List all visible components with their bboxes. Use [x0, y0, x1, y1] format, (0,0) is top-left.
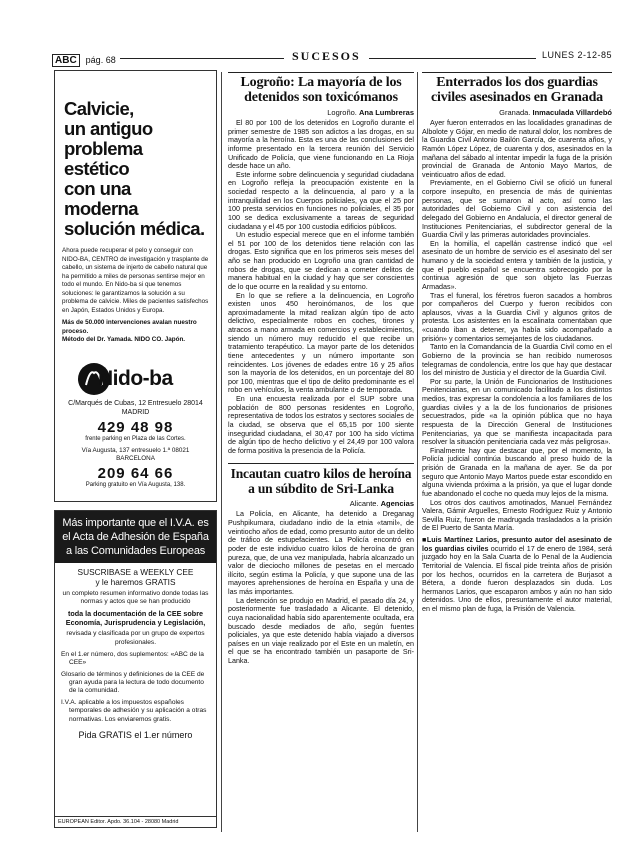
middle-column [228, 72, 414, 666]
ad-headline-line: con una moderna [64, 178, 138, 219]
article-paragraph: La Policía, en Alicante, ha detenido a Dreganag Pushpikumara, ciudadano indio de la etnia «tamil», de veintiocho años de edad, como presunto autor de un delito de tráfico de estupefacientes. La Policía encontró en poder de este individuo cuatro kilos de heroína de gran pureza, que, de una vez manipulada, habría alcanzado un valor de dieciocho millones de pesetas en el mercado ilícito, según estima la Policía, y que supone una de las mayores aprehensiones de heroína en España y una de las más importantes. [228, 510, 414, 596]
article-paragraph: Ayer fueron enterrados en las localidades granadinas de Albolote y Gójar, en medio de natural dolor, los nombres de la Guardia Civil Antonio Bailón García, de cuarenta años, y Ramón López López, de cuarenta y dos, asesinados en la mañana del sábado al intentar impedir la fuga de la prisión provincial de Granada de Antonio Mayo Martos, de veinticuatro años de edad. [422, 119, 612, 179]
byline-place: Granada. [499, 108, 531, 117]
article-paragraph: Tras el funeral, los féretros fueron sacados a hombros por compañeros del Cuerpo y fueron recibidos con aplausos, vivas a la Guardia Civil y algunos gritos de protesta. Los asistentes en la escalinata comentaban que «cuando iban a detener, ya había sido acompañado a prisión» y comentarios semejantes de los ciudadanos. [422, 291, 612, 343]
headline-rule [228, 463, 414, 464]
barcelona-address: Vía Augusta, 137 entresuelo 1.ª 08021 BARCELONA [81, 447, 190, 462]
cee-bold-text: toda la documentación de la CEE sobre Economía, Jurisprudencia y Legislación, [65, 609, 206, 628]
ad-headline [64, 99, 209, 239]
madrid-address: C/Marqués de Cubas, 12 Entresuelo 28014 MADRID [68, 399, 203, 416]
column-divider [417, 72, 418, 832]
cee-footer: EUROPEAN Editor. Apdo. 36.104 - 28080 Madrid [55, 816, 216, 827]
article-headline: Incautan cuatro kilos de heroína a un súbdito de Sri-Lanka [230, 466, 412, 497]
barcelona-note: Parking gratuito en Vía Augusta, 138. [85, 482, 186, 488]
brand-name: Nido-ba [98, 366, 173, 390]
ad-headline-line: Calvicie, [64, 98, 134, 119]
cee-free-offer: Pida GRATIS el 1.er número [78, 730, 193, 741]
page-header [52, 50, 612, 66]
cee-subscribe: SUSCRIBASE a WEEKLY CEE [77, 567, 194, 577]
barcelona-phone: 209 64 66 [97, 465, 174, 482]
article-body [228, 510, 414, 665]
article-paragraph: Previamente, en el Gobierno Civil se ofició un funeral corpore insepulto, en presencia de más de quinientas personas, que se sumaron al acto, así como las autoridades del Gobierno Civil y con asistencia del delegado del Gobierno en Andalucía, el director general de Instituciones Penitenciarias, el subdirector general de la Guardia Civil y las primeras autoridades provinciales. [422, 179, 612, 240]
brief-lead: Luis Martínez Larios, presunto autor del asesinato de los guardias civiles [422, 536, 612, 553]
ad-headline-line: problema estético [64, 138, 143, 179]
article-paragraph: En lo que se refiere a la delincuencia, en Logroño existen unos 450 heroinómanos, de los que aproximadamente la mitad realizan algún tipo de acto delictivo, especialmente robos en coches, tirones y atracos a mano armada en comercios y establecimientos, siendo un número muy reducido el que recibe un tratamiento terapéutico. La mayor parte de los detenidos tiene antecedentes y un número importante son reincidentes. Los jóvenes de edades entre 16 y 25 años son la mayoría de los detenidos, en un porcentaje del 80 por 100, mientras que el tipo de delito predominante es el robo en vehículos, la venta ambulante o de temporada. [228, 291, 414, 395]
nido-ba-logo [76, 361, 209, 397]
page-number: pág. 68 [85, 55, 116, 65]
ad-bold-line: Más de 50.000 intervenciones avalan nuestro proceso. [62, 319, 197, 335]
list-item: I.V.A. aplicable a los impuestos españoles temporales de adhesión y su aplicación a otras normativas. Los enviaremos gratis. [61, 698, 207, 723]
section-title: SUCESOS [284, 49, 369, 64]
clinic-advertisement [54, 70, 217, 502]
cee-list [61, 651, 210, 724]
cee-banner: Más importante que el I.V.A. es el Acta de Adhesión de España a las Comunidades Europeas [55, 511, 216, 563]
article-brief [422, 536, 612, 614]
article-body [422, 119, 612, 614]
list-item: En el 1.er número, dos suplementos: «ABC de la CEE» [61, 650, 204, 667]
ad-body-text: Ahora puede recuperar el pelo y conseguir con NIDO-BA, CENTRO de investigación y trasplante de cabello, un sistema de injerto de cabello natural que ha permitido a miles de personas sentirse mejor en todo el mundo. En Nido-ba si que tenemos soluciones: le garantizamos la solución a su problema de calvicie. Miles de pacientes satisfechos en Japón, Estados Unidos y Europa. [62, 247, 209, 314]
ad-headline-line: un antiguo [64, 118, 153, 139]
article-paragraph: Por su parte, la Unión de Funcionarios de Instituciones Penitenciarias, en un comunicado facilitado a los distintos medios, tras expresar la condolencia a los familiares de los guardias civiles y a la de los funcionarios de prisiones secuestrados, pide «a la opinión pública que no haya respuesta de la Dirección General de Instituciones Penitenciarias, ya que se manifiesta incapacitada para resolver la situación penitenciaria cada vez más peligrosa». [422, 377, 612, 447]
header-left [52, 50, 120, 65]
article-paragraph: El 80 por 100 de los detenidos en Logroño durante el primer semestre de 1985 son adictos a las drogas, en su mayoría a la heroína. Esta es una de las conclusiones del informe presentado en la tercera reunión del Servicio Unificado de Policía, que viene funcionando en La Rioja desde hace un año. [228, 119, 414, 171]
ad-bold-line: Método del Dr. Yamada. NIDO CO. Japón. [62, 336, 186, 343]
article-byline [228, 108, 414, 117]
right-column [422, 72, 612, 614]
cee-text: revisada y clasificada por un grupo de expertos profesionales. [66, 630, 205, 646]
headline-rule [228, 72, 414, 73]
byline-place: Logroño. [327, 108, 357, 117]
article-paragraph: La detención se produjo en Madrid, el pasado día 24, y posteriormente fue trasladado a Alicante. El detenido, cuya nacionalidad había sido aparentemente ocultada, era buscado desde mediados de año, según fuentes policiales, ya que este detenido había viajado a diversos países en un viaje realizado por el Este en un maletín, en el que se ha encontrado también un pasaporte de Sri-Lanka. [228, 596, 414, 665]
list-item: Glosario de términos y definiciones de la CEE de gran ayuda para la lectura de todo documento de la comunidad. [61, 670, 205, 695]
byline-place: Alicante. [349, 499, 379, 509]
article-paragraph: Un estudio especial merece que en el informe también el 51 por 100 de los detenidos tiene relación con las drogas. Esto significa que en los primeros seis meses del año se han producido en Logroño una gran cantidad de robos de drogas, que se dedican a cometer delitos de manera habitual en la ciudad y hay que ser conscientes de lo que ocurre en la realidad y su entorno. [228, 231, 414, 291]
article-byline [422, 108, 612, 117]
brief-text: ocurrido el 17 de enero de 1984, será juzgado hoy en la Sala Cuarta de lo Penal de la Audiencia Territorial de Valencia. El fiscal pide treinta años de prisión por los hechos, ocurridos en la carretera de Burjasot a Bétera, a donde fueron desplazados sin duda. Los hermanos Larios, que escaparon ambos y aún no han sido detenidos. Uno de ellos, presuntamente el autor material, en el mismo plan de fuga, la Prisión de Valencia. [422, 544, 613, 613]
byline-author: Inmaculada Villardebó [532, 108, 612, 117]
article-paragraph: En una encuesta realizada por el SUP sobre una población de 800 personas residentes en Logroño, representativa de todos los estratos y sectores sociales de la ciudad, se observa que el 65,15 por 100 siente inseguridad ciudadana, el 30,47 por 100 ha sido víctima de algún tipo de hecho delictivo y el 24,49 por 100 valora de forma positiva la presencia de la Policía. [228, 395, 414, 455]
article-paragraph: Finalmente hay que destacar que, por el momento, la Policía judicial continúa buscando al preso huido de la prisión de Granada en la mañana de ayer. Se da por seguro que Antonio Mayo Martos puede estar escondido en alguna vivienda próxima a la prisión, ya que el lugar donde fue abandonado el coche no queda muy lejos de la misma. [422, 446, 612, 498]
byline-author: Agencias [380, 499, 414, 509]
article-headline: Enterrados los dos guardias civiles asesinados en Granada [431, 75, 603, 105]
cee-subscribe-2: y le haremos GRATIS [95, 577, 176, 587]
column-divider [221, 72, 222, 832]
article-body [228, 119, 414, 455]
issue-date: LUNES 2-12-85 [536, 50, 612, 60]
cee-text: un completo resumen informativo donde todas las normas y actos que se han producido [62, 590, 209, 606]
cee-advertisement [54, 510, 217, 828]
ad-headline-line: solución médica. [64, 218, 205, 239]
headline-rule [422, 72, 612, 73]
byline-author: Ana Lumbreras [358, 108, 414, 117]
article-paragraph: Tanto en la Comandancia de la Guardia Civil como en el Gobierno de la provincia se han recibido numerosos telegramas de condolencia, entre los que hay que destacar los del ministro de Justicia y el director de la Guardia Civil. [422, 343, 612, 378]
article-headline: Logroño: La mayoría de los detenidos son toxicómanos [240, 75, 402, 105]
article-paragraph: Los otros dos cautivos amotinados, Manuel Fernández Valera, Gámir Arguelles, Ernesto Rodríguez Ruiz y Antonio Sevilla Ruiz, fueron de madrugada trasladados a la prisión de El Puerto de Santa María. [422, 498, 612, 533]
article-paragraph: En la homilía, el capellán castrense indicó que «el asesinato de un hombre de servicio es el asesinato del ser humano y de la sociedad entera y también de la justicia, y que el pueblo español se encuentra sobrecogido por la continua agresión de que son objeto las Fuerzas Armadas». [422, 239, 612, 291]
abc-logo: ABC [52, 54, 80, 67]
madrid-phone: 429 48 98 [97, 418, 174, 436]
madrid-note: frente parking en Plaza de las Cortes. [85, 435, 186, 442]
article-byline [228, 499, 414, 508]
cee-body [55, 563, 216, 744]
article-paragraph: Este informe sobre delincuencia y seguridad ciudadana en Logroño refleja la preocupación existente en la sociedad respecto a la delincuencia, al paro y a la intranquilidad en los Cuerpos policiales, ya que el 25 por 100 presta servicios en funciones no policiales, el 35 por 100 se dedica exclusivamente a tareas de seguridad ciudadana y el 45 por 100 custodia edificios públicos. [228, 170, 414, 231]
